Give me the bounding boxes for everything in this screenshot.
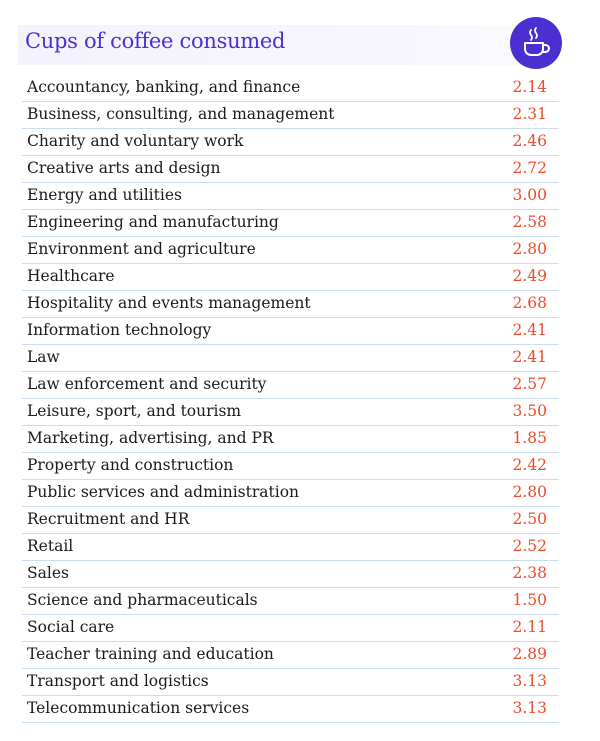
table-row xyxy=(22,399,559,426)
table-row xyxy=(22,561,559,588)
row-value: 2.80 xyxy=(512,240,547,258)
row-value: 1.85 xyxy=(512,429,547,447)
row-label: Law enforcement and security xyxy=(27,375,267,393)
table-row xyxy=(22,588,559,615)
table-row xyxy=(22,129,559,156)
table-row xyxy=(22,183,559,210)
row-label: Recruitment and HR xyxy=(27,510,190,528)
table-row xyxy=(22,615,559,642)
row-value: 2.49 xyxy=(512,267,547,285)
table-row xyxy=(22,426,559,453)
row-label: Property and construction xyxy=(27,456,234,474)
row-label: Business, consulting, and management xyxy=(27,105,335,123)
row-label: Transport and logistics xyxy=(27,672,209,690)
table-row xyxy=(22,264,559,291)
row-value: 3.00 xyxy=(512,186,547,204)
row-label: Engineering and manufacturing xyxy=(27,213,279,231)
table-row xyxy=(22,291,559,318)
table-row xyxy=(22,102,559,129)
table-row xyxy=(22,75,559,102)
table-row xyxy=(22,696,559,723)
row-label: Accountancy, banking, and finance xyxy=(27,78,301,96)
row-value: 2.14 xyxy=(512,78,547,96)
row-label: Information technology xyxy=(27,321,212,339)
row-label: Hospitality and events management xyxy=(27,294,311,312)
row-label: Telecommunication services xyxy=(27,699,250,717)
table-row xyxy=(22,480,559,507)
row-label: Charity and voluntary work xyxy=(27,132,244,150)
row-label: Law xyxy=(27,348,60,366)
row-label: Sales xyxy=(27,564,69,582)
row-value: 2.11 xyxy=(512,618,547,636)
row-value: 2.72 xyxy=(512,159,547,177)
row-label: Social care xyxy=(27,618,115,636)
table-row xyxy=(22,156,559,183)
row-value: 2.57 xyxy=(512,375,547,393)
row-label: Energy and utilities xyxy=(27,186,182,204)
row-value: 2.52 xyxy=(512,537,547,555)
row-label: Leisure, sport, and tourism xyxy=(27,402,242,420)
row-value: 2.41 xyxy=(512,321,547,339)
row-value: 2.41 xyxy=(512,348,547,366)
row-value: 2.50 xyxy=(512,510,547,528)
row-value: 3.50 xyxy=(512,402,547,420)
row-label: Retail xyxy=(27,537,74,555)
row-value: 1.50 xyxy=(512,591,547,609)
row-label: Environment and agriculture xyxy=(27,240,256,258)
table-row xyxy=(22,210,559,237)
table-row xyxy=(22,237,559,264)
row-value: 2.58 xyxy=(512,213,547,231)
table-row xyxy=(22,372,559,399)
row-value: 3.13 xyxy=(512,699,547,717)
row-value: 2.68 xyxy=(512,294,547,312)
row-value: 2.89 xyxy=(512,645,547,663)
table-row xyxy=(22,642,559,669)
row-label: Creative arts and design xyxy=(27,159,221,177)
row-label: Public services and administration xyxy=(27,483,300,501)
row-value: 2.38 xyxy=(512,564,547,582)
row-label: Teacher training and education xyxy=(27,645,274,663)
table-row xyxy=(22,534,559,561)
row-label: Healthcare xyxy=(27,267,115,285)
row-value: 2.80 xyxy=(512,483,547,501)
row-value: 2.46 xyxy=(512,132,547,150)
row-value: 2.31 xyxy=(512,105,547,123)
coffee-table xyxy=(22,75,559,723)
chart-title: Cups of coffee consumed xyxy=(25,29,286,53)
row-value: 2.42 xyxy=(512,456,547,474)
table-row xyxy=(22,345,559,372)
row-label: Marketing, advertising, and PR xyxy=(27,429,274,447)
table-row xyxy=(22,453,559,480)
coffee-cup-icon xyxy=(510,17,562,69)
table-row xyxy=(22,507,559,534)
row-label: Science and pharmaceuticals xyxy=(27,591,258,609)
table-row xyxy=(22,669,559,696)
table-row xyxy=(22,318,559,345)
row-value: 3.13 xyxy=(512,672,547,690)
